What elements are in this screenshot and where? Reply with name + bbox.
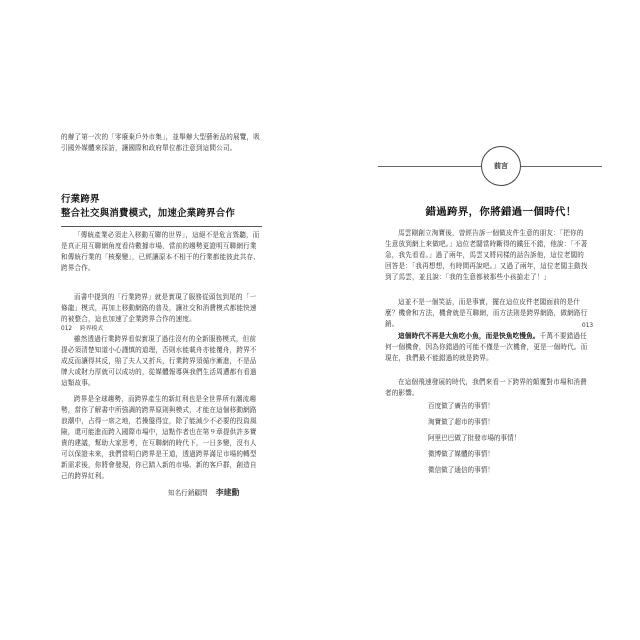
- left-footer: [61, 323, 103, 332]
- body-paragraph-2: 而書中提到的「行業跨界」就是實現了服務從頭包到尾的「一條龍」模式，再加上移動網路的普及，讓社交和消費模式都能快速的被整合，這也加速了企業跨界合作的速度。: [61, 293, 257, 323]
- list-item: 微信做了通信的事情！: [428, 466, 494, 474]
- section-heading-line1: 行業跨界: [61, 194, 100, 205]
- right-footer: [582, 323, 593, 329]
- signature-title: 知名行銷顧問: [168, 489, 208, 497]
- heading-divider: [61, 226, 262, 227]
- preface-paragraph-4: 在這個飛速發展的時代，我們來看一下跨界的顛覆對市場和消費者的影響。: [385, 378, 587, 397]
- key-statement-rest: 千萬不要錯過任何一個機會，因為你錯過的可能不僅是一次機會，更是一個時代。而現在，我們最不能錯過的就是跨界。: [385, 332, 588, 362]
- preface-paragraph-1: 馬雲剛創立淘寶後，曾經告訴一個做皮件生意的朋友：「把你的生意放到網上來做吧。」這位老闆當時斷得的鐵狂不錯，他說：「不著急，我先看看。」過了兩年，馬雲又將同樣的話告訴他，這位老闆的回答是：「我再想想，有時間再說吧。」又過了兩年，這位老闆主動找到了馬雲，並且說：「我的生意都被那些小孩搶走了！」: [385, 229, 588, 281]
- preface-badge-label: 前言: [494, 161, 508, 170]
- body-paragraph-4: 跨界是全球趨勢，而跨界產生的新紅利也是全世界所有潮流趨勢，當你了解書中所強調的跨界原則與模式，才能在這個移動網路浪潮中，占得一席之地，若操盤得宜，除了能減少不必要的投資風險，還可能進而跨入國際市場中，這點作者也在第９章提供許多寶貴的建議，幫助大家思考，在互聯網的時代下，一日多變，沒有人可以保證未來，我們當明白跨界是王道，透過跨界滿足市場的轉型新需求後，你將會發現，你已踏入新的市場、新的客戶群，創造自己的跨界紅利。: [61, 395, 257, 480]
- page-number-left: 012: [61, 326, 73, 332]
- body-paragraph-3: 雖然透過行業跨界看似實現了過往沒有的全新服務模式，但前提必須清楚知道小心謹慎的道理，否則水能載舟亦能覆舟，跨界不成反而讓得其反，賠了夫人又折兵，行業跨界須循序漸進，不是品牌大或財力厚就可以成功的，從媒體報導與我們生活周遭都有看過這類故事。: [61, 335, 257, 387]
- list-item: 淘寶做了超市的事情！: [428, 418, 494, 426]
- preface-title: 錯過跨界，你將錯過一個時代！: [425, 206, 577, 218]
- page-number-right: 013: [582, 323, 594, 329]
- signature: [168, 487, 240, 498]
- list-item: 百度做了廣告的事情！: [428, 402, 494, 410]
- running-title: 跨界模式: [79, 326, 104, 332]
- key-statement: 這個時代不再是大魚吃小魚，而是快魚吃慢魚。: [398, 332, 540, 340]
- preface-paragraph-2: 這並不是一個笑話，而是事實，擺在這位皮件老闆面前的是什麼？機會和方法，機會就是互聯網，而方法則是跨界網路，做網路行銷。: [385, 298, 588, 328]
- right-page: [320, 0, 640, 640]
- list-item: 阿里巴巴做了批發市場的事情！: [428, 434, 521, 442]
- badge-line-left: [378, 166, 481, 167]
- section-heading-line2: 整合社交與消費模式，加速企業跨界合作: [61, 208, 236, 219]
- preface-paragraph-3: [385, 331, 590, 364]
- list-item: 微博做了媒體的事情！: [428, 450, 494, 458]
- intro-paragraph: 的辦了第一次的「零廢棄戶外市集」，並舉辦大型藝術品的展覽，吸引國外媒體來採訪，讓國際和政府單位都注意到這間公司。: [61, 133, 261, 152]
- badge-line-right: [521, 166, 602, 167]
- preface-badge: [481, 146, 521, 186]
- body-paragraph-1: 「傳統產業必須走入移動互聯的世界」，這絕不是危言聳聽，而是真正用互聯網角度看待數據市場，當前的趨勢更證明互聯網行業和傳統行業的「核聚變」，已經讓原本不相干的行業都能彼此共存、跨界合作。: [61, 231, 261, 272]
- signature-name: 李建勳: [215, 487, 240, 497]
